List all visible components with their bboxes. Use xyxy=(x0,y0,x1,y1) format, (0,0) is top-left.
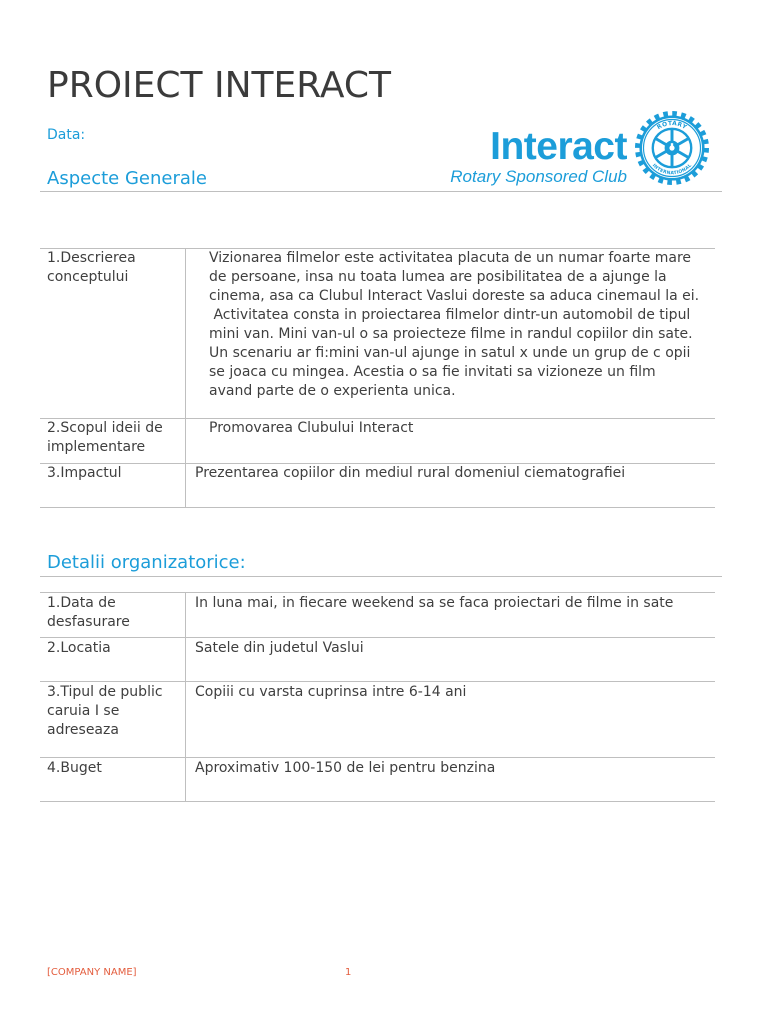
table-row xyxy=(40,681,715,757)
value-line: mini van. Mini van-ul o sa proiecteze filme in randul copiilor din sate. xyxy=(209,326,693,342)
row-value: Aproximativ 100-150 de lei pentru benzina xyxy=(195,760,496,776)
row-value: Copiii cu varsta cuprinsa intre 6-14 ani xyxy=(195,684,467,700)
date-label: Data: xyxy=(47,127,86,143)
row-label: 2.Locatia xyxy=(40,638,186,681)
footer-company-name: [COMPANY NAME] xyxy=(47,967,137,978)
section-heading: Aspecte Generale xyxy=(47,168,207,189)
section-divider xyxy=(40,576,722,577)
table-row xyxy=(40,757,715,802)
page-title: PROIECT INTERACT xyxy=(47,65,391,106)
value-line: se joaca cu mingea. Acestia o sa fie invitati sa vizioneze un film xyxy=(209,364,656,380)
value-line: cinema, asa ca Clubul Interact Vaslui doreste sa aduca cinemaul la ei. xyxy=(209,288,700,304)
row-label: 1.Descrierea conceptului xyxy=(40,249,186,418)
general-table xyxy=(40,248,715,508)
section-heading: Detalii organizatorice: xyxy=(47,552,246,573)
value-line: Un scenariu ar fi:mini van-ul ajunge in satul x unde un grup de c opii xyxy=(209,345,691,361)
row-value: Prezentarea copiilor din mediul rural domeniul ciematografiei xyxy=(195,465,626,481)
row-value: In luna mai, in fiecare weekend sa se faca proiectari de filme in sate xyxy=(195,595,674,611)
table-row xyxy=(40,592,715,637)
table-row xyxy=(40,248,715,418)
row-value: Satele din judetul Vaslui xyxy=(195,640,364,656)
row-label: 3.Impactul xyxy=(40,464,186,507)
row-label: 3.Tipul de public caruia I se adreseaza xyxy=(40,682,186,757)
value-line: Vizionarea filmelor este activitatea placuta de un numar foarte mare xyxy=(209,250,692,266)
row-label: 2.Scopul ideii de implementare xyxy=(40,419,186,463)
value-line: avand parte de o experienta unica. xyxy=(209,383,456,399)
section-divider xyxy=(40,191,722,192)
table-row xyxy=(40,637,715,681)
rotary-wheel-icon xyxy=(635,111,709,185)
value-line: Activitatea consta in proiectarea filmelor dintr-un automobil de tipul xyxy=(209,307,691,323)
logo-wordmark: Interact xyxy=(490,125,627,168)
organization-table xyxy=(40,592,715,802)
row-label: 4.Buget xyxy=(40,758,186,801)
logo-tagline: Rotary Sponsored Club xyxy=(450,167,627,186)
row-value: Promovarea Clubului Interact xyxy=(209,420,414,436)
value-line: de persoane, insa nu toata lumea are posibilitatea de a ajunge la xyxy=(209,269,667,285)
row-value xyxy=(186,249,715,418)
row-label: 1.Data de desfasurare xyxy=(40,593,186,637)
table-row xyxy=(40,418,715,463)
emblem-bottom-text: INTERNATIONAL xyxy=(650,163,694,177)
table-row xyxy=(40,463,715,508)
footer-page-number: 1 xyxy=(345,967,352,978)
emblem-top-text: ROTARY xyxy=(656,120,688,132)
